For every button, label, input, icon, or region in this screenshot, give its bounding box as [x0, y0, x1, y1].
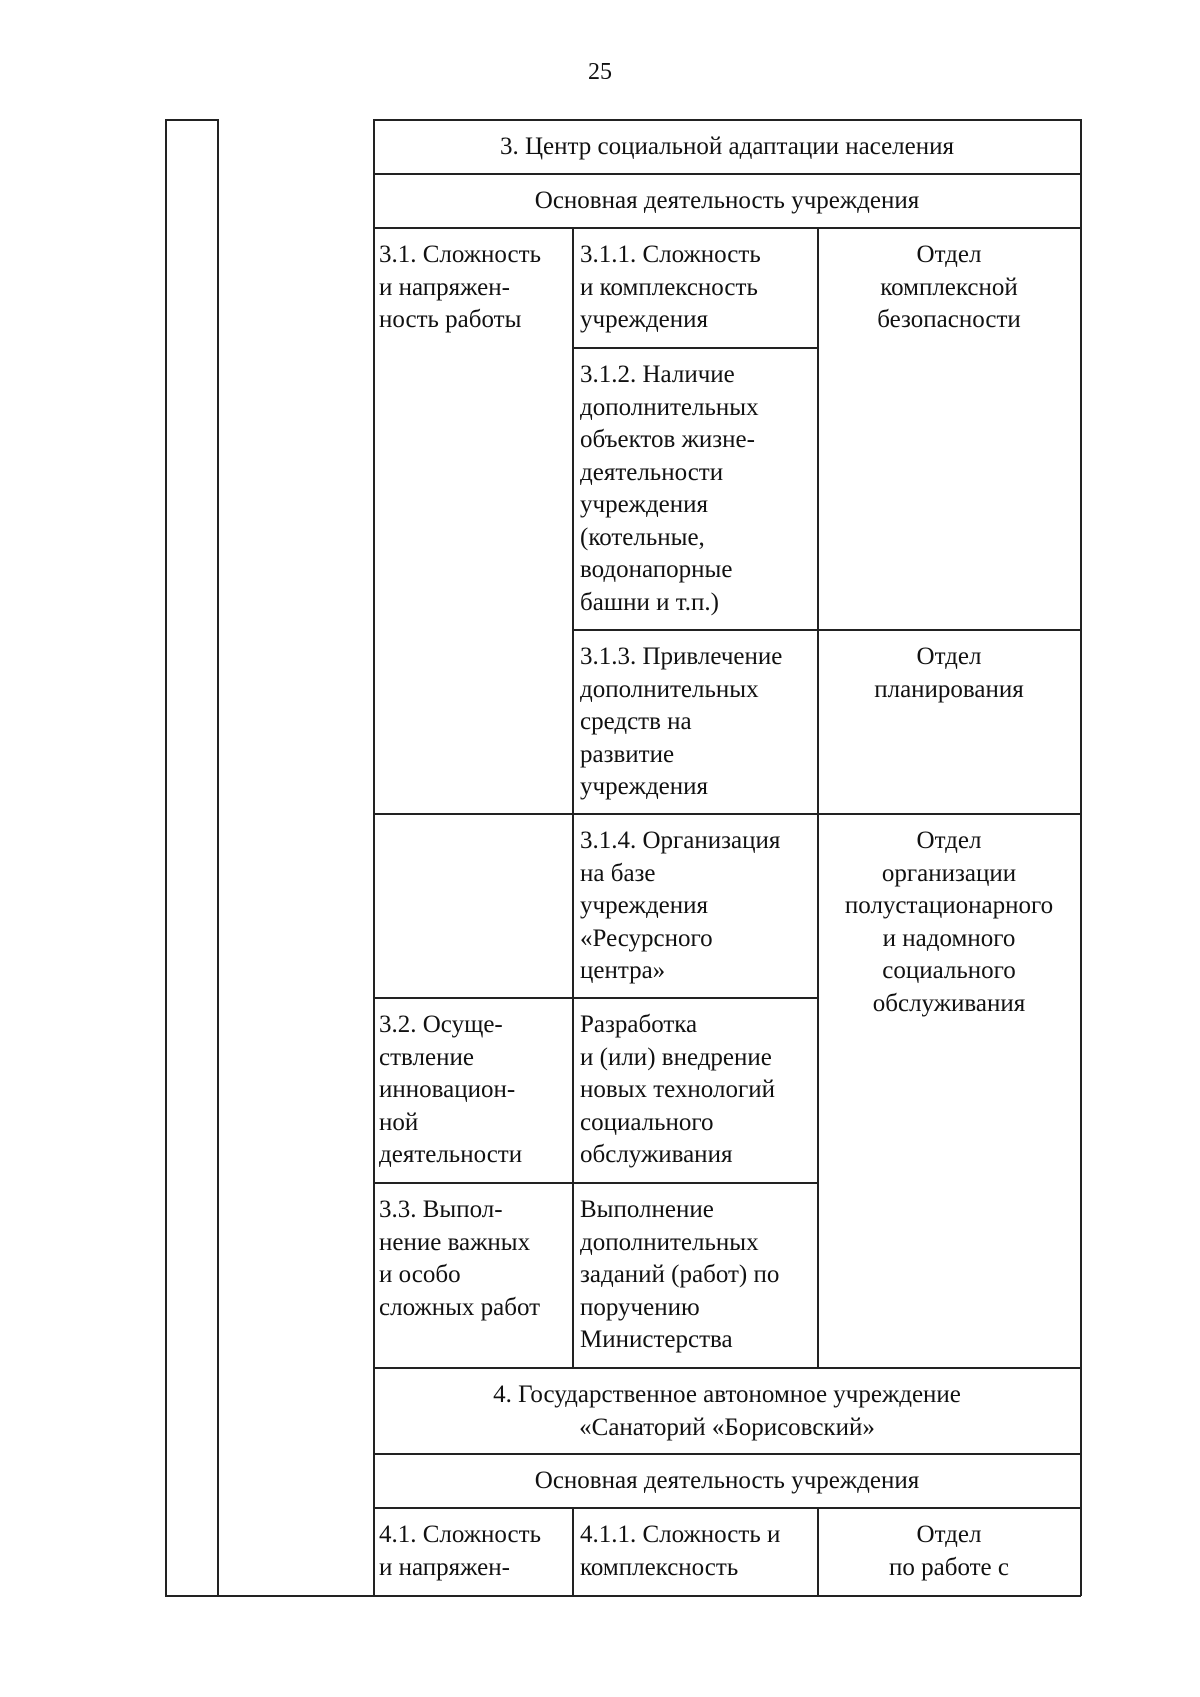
- department-semi-stationary: Отдел организации полустационарного и надомного социального обслуживания: [844, 827, 1054, 1017]
- department-security: Отдел комплексной безопасности: [877, 241, 1021, 333]
- indicator-4-1-1: 4.1.1. Сложность и комплексность: [580, 1521, 781, 1581]
- indicator-3-1-3: 3.1.3. Привлечение дополнительных средств на развитие учреждения: [580, 643, 783, 800]
- indicator-3-2: Разработка и (или) внедрение новых технологий социального обслуживания: [580, 1011, 775, 1168]
- criterion-3-2: 3.2. Осуще- ствление инновацион- ной деятельности: [379, 1011, 523, 1168]
- indicator-3-3: Выполнение дополнительных заданий (работ) по поручению Министерства: [580, 1196, 780, 1353]
- department-work: Отдел по работе с: [889, 1521, 1009, 1581]
- indicator-3-1-4: 3.1.4. Организация на базе учреждения «Ресурсного центра»: [580, 827, 781, 984]
- indicator-3-1-2: 3.1.2. Наличие дополнительных объектов жизне- деятельности учреждения (котельные, водонапорные башни и т.п.): [580, 361, 759, 616]
- page-number: 25: [588, 59, 612, 85]
- section-4-subtitle: Основная деятельность учреждения: [534, 1467, 920, 1494]
- department-planning: Отдел планирования: [874, 643, 1024, 703]
- section-4-title: 4. Государственное автономное учреждение «Санаторий «Борисовский»: [493, 1381, 961, 1441]
- indicator-3-1-1: 3.1.1. Сложность и комплексность учреждения: [580, 241, 761, 333]
- criterion-3-3: 3.3. Выпол- нение важных и особо сложных работ: [379, 1196, 541, 1321]
- section-3-title: 3. Центр социальной адаптации населения: [499, 133, 955, 160]
- section-3-subtitle: Основная деятельность учреждения: [534, 187, 920, 214]
- criterion-4-1: 4.1. Сложность и напряжен-: [379, 1521, 541, 1581]
- criterion-3-1: 3.1. Сложность и напряжен- ность работы: [379, 241, 541, 333]
